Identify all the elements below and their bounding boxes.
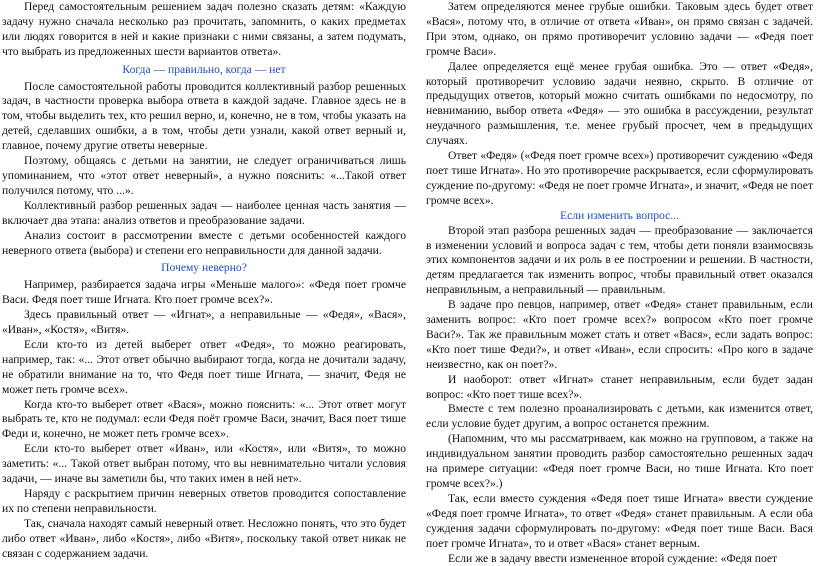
paragraph: Затем определяются менее грубые ошибки. Таковым здесь будет ответ «Вася», потому что, в отличие от ответа «Иван», он прямо связан с задачей. При этом, однако, он прямо противоречит условию задачи — «Федя поет громче Васи».	[426, 0, 813, 58]
paragraph: Например, разбирается задача игры «Меньше малого»: «Федя поет громче Васи. Федя поет тише Игната. Кто поет громче всех?».	[2, 278, 406, 307]
paragraph: Если кто-то выберет ответ «Иван», или «Костя», или «Витя», то можно заметить: «... Такой ответ выбран потому, что вы невнимательно читали условия задачи, — иначе вы заметили бы, что таких имен в ней нет».	[2, 442, 406, 486]
paragraph: Ответ «Федя» («Федя поет громче всех») противоречит суждению «Федя поет тише Игната». Но это противоречие раскрывается, если сформулировать суждение по-другому: «Федя не поет громче Игната», и значит, «Федя не поет громче всех».	[426, 149, 813, 207]
paragraph: Поэтому, общаясь с детьми на занятии, не следует ограничиваться лишь упоминанием, что «этот ответ неверный», а нужно пояснить: «...Такой ответ получился потому, что ...».	[2, 154, 406, 197]
paragraph: После самостоятельной работы проводится коллективный разбор решенных задач, в частности проверка выбора ответа в каждой задаче. Главное здесь не в том, чтобы выделить тех, кто решил верно, и, конечно, не в том, чтобы указать на детей, сделавших ошибки, а в том, чтобы дети узнали, какой ответ верный и, главное, почему другие ответы неверные.	[2, 79, 406, 153]
paragraph: В задаче про певцов, например, ответ «Федя» станет правильным, если заменить вопрос: «Кто поет громче всех?» вопросом «Кто поет громче Васи?». Так же правильным может стать и ответ «Вася», если задать вопрос: «Кто поет тише Феди?», и ответ «Иван», если спросить: «Про кого в задаче неизвестно, как он поет?».	[426, 298, 813, 371]
paragraph: Далее определяется ещё менее грубая ошибка. Это — ответ «Федя», который противоречит условию задачи неявно, скрыто. В отличие от предыдущих ответов, который можно считать ошибками по недосмотру, по невниманию, выбор ответа «Федя» — это ошибка в рассуждении, результат неудачного размышления, т.е. менее грубый просчет, чем в предыдущих случаях.	[426, 59, 813, 148]
paragraph: Коллективный разбор решенных задач — наиболее ценная часть занятия — включает два этапа: анализ ответов и преобразование задачи.	[2, 198, 406, 227]
paragraph: Вместе с тем полезно проанализировать с детьми, как изменится ответ, если условие будет другим, а вопрос останется прежним.	[426, 402, 813, 431]
paragraph: Перед самостоятельным решением задач полезно сказать детям: «Каждую задачу нужно сначала несколько раз прочитать, запомнить, о каких предметах или людях говорится в ней и какие признаки с ними связаны, а затем подумать, что выбрать из предложенных шести вариантов ответа».	[2, 0, 406, 58]
paragraph: Когда кто-то выберет ответ «Вася», можно пояснить: «... Этот ответ могут выбрать те, кто не подумал: если Федя поёт громче Васи, значит, Вася поет тише Феди и, конечно, не может петь громче всех».	[2, 397, 406, 441]
paragraph: Анализ состоит в рассмотрении вместе с детьми особенностей каждого неверного ответа (выбора) и степени его неправильности для данной задачи.	[2, 228, 406, 257]
paragraph: Если же в задачу ввести измененное второй суждение: «Федя поет	[448, 551, 778, 565]
paragraph: Здесь правильный ответ — «Игнат», а неправильные — «Федя», «Вася», «Иван», «Костя», «Витя».	[2, 308, 406, 337]
left-column	[2, 0, 406, 562]
paragraph: Наряду с раскрытием причин неверных ответов проводится сопоставление их по степени неправильности.	[2, 487, 406, 515]
section-heading: Почему неверно?	[161, 261, 247, 275]
right-column	[426, 0, 813, 566]
paragraph: Второй этап разбора решенных задач — преобразование — заключается в изменении условий и вопроса задач с тем, чтобы дети поняли взаимосвязь этих компонентов задачи и их роль в ее построении и решении. В частности, детям предлагается так изменить вопрос, чтобы правильный ответ оказался неправильным, а неправильный — правильным.	[426, 223, 813, 297]
paragraph: (Напомним, что мы рассматриваем, как можно на групповом, а также на индивидуальном занятии проводить разбор самостоятельно решенных задач на примере ситуации: «Федя поет громче Васи, но тише Игната. Кто поет громче всех?».)	[426, 432, 813, 490]
paragraph: Так, сначала находят самый неверный ответ. Несложно понять, что это будет либо ответ «Иван», либо «Костя», либо «Витя», поскольку такой ответ никак не связан с содержанием задачи.	[2, 516, 406, 560]
paragraph: Так, если вместо суждения «Федя поет тише Игната» ввести суждение «Федя поет громче Игната», то ответ «Федя» станет правильным. А если оба суждения задачи сформулировать по-другому: «Федя поет тише Васи. Вася поет громче Игната», то и ответ «Вася» станет верным.	[426, 491, 813, 550]
paragraph: Если кто-то из детей выберет ответ «Федя», то можно реагировать, например, так: «... Этот ответ обычно выбирают тогда, когда не дочитали задачу, не обратили внимание на то, что Федя поет тише Игната, — значит, Федя не может петь громче всех».	[2, 337, 406, 396]
paragraph: И наоборот: ответ «Игнат» станет неправильным, если будет задан вопрос: «Кто поет тише всех?».	[426, 372, 813, 401]
section-heading: Когда — правильно, когда — нет	[122, 62, 286, 76]
section-heading: Если изменить вопрос...	[559, 208, 679, 222]
